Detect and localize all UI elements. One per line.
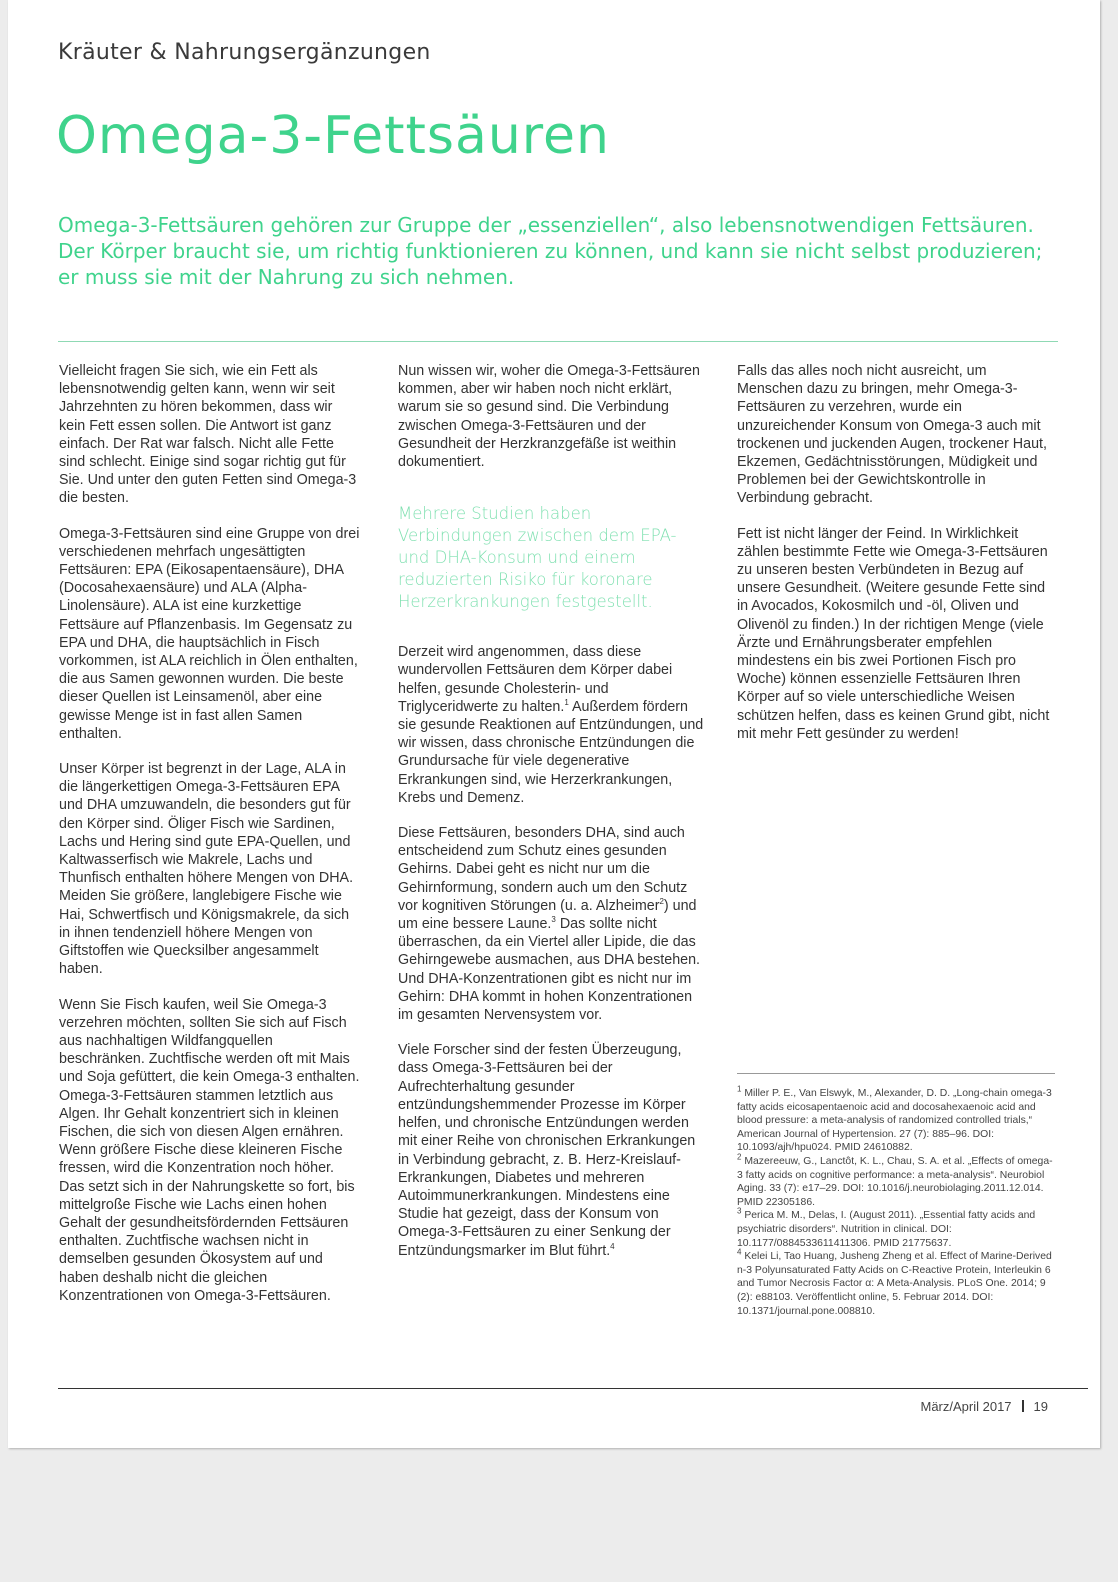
lead-paragraph: Omega-3-Fettsäuren gehören zur Gruppe der „essenziellen“, also lebensnotwendigen Fettsäuren. Der Körper braucht sie, um richtig funktionieren zu können, und kann sie nicht selbst produzieren; er muss sie mit der Nahrung zu sich nehmen. bbox=[58, 213, 1043, 289]
body-paragraph bbox=[398, 824, 708, 1024]
magazine-page bbox=[8, 0, 1100, 1448]
footnote bbox=[737, 1206, 1055, 1250]
text-span: Diese Fettsäuren, besonders DHA, sind auch entscheidend zum Schutz eines gesunden Gehirns. Dabei geht es nicht nur um die Gehirnformung, sondern auch um den Schutz vor kognitiven Störungen (u. a. Alzheimer bbox=[398, 825, 688, 914]
column-3 bbox=[737, 362, 1052, 760]
body-paragraph: Omega-3-Fettsäuren sind eine Gruppe von drei verschiedenen mehrfach ungesättigten Fettsäuren: EPA (Eikosapentaensäure), DHA (Docosahexaensäure) und ALA (Alpha-Linolensäure). ALA ist eine kurzkettige Fettsäure auf Pflanzenbasis. Im Gegensatz zu EPA und DHA, die hauptsächlich in Fisch vorkommen, ist ALA reichlich in Ölen enthalten, die aus Samen gewonnen wurden. Die beste dieser Quellen ist Leinsamenöl, aber eine gewisse Menge ist in fast allen Samen enthalten. bbox=[59, 525, 360, 742]
text-span: Derzeit wird angenommen, dass diese wundervollen Fettsäuren dem Körper dabei helfen, gesunde Cholesterin- und Triglyceridwerte zu halten. bbox=[398, 644, 673, 715]
footnote-number: 2 bbox=[737, 1152, 742, 1162]
footnote-number: 3 bbox=[737, 1206, 742, 1216]
footnote-ref: 4 bbox=[610, 1241, 615, 1251]
footnote bbox=[737, 1084, 1055, 1155]
page-footer bbox=[920, 1399, 1048, 1414]
footnote bbox=[737, 1152, 1055, 1209]
body-paragraph: Wenn Sie Fisch kaufen, weil Sie Omega-3 verzehren möchten, sollten Sie sich auf Fisch aus nachhaltigen Wildfangquellen beschränken. Zuchtfische werden oft mit Mais und Soja gefüttert, die kein Omega-3 enthalten. Omega-3-Fettsäuren stammen letztlich aus Algen. Ihr Gehalt konzentriert sich in kleinen Fischen, die sich von diesen Algen ernähren. Wenn größere Fische diese kleineren Fische fressen, wird die Konzentration noch höher. Das setzt sich in der Nahrungskette so fort, bis mittelgroße Fische wie Lachs einen hohen Gehalt der gesundheitsfördernden Fettsäuren enthalten. Zuchtfische wachsen nicht in demselben gesunden Ökosystem auf und haben deshalb nicht die gleichen Konzentrationen von Omega-3-Fettsäuren. bbox=[59, 996, 360, 1304]
issue-date: März/April 2017 bbox=[920, 1399, 1012, 1414]
section-label: Kräuter & Nahrungsergänzungen bbox=[58, 40, 431, 65]
footnote-text: Kelei Li, Tao Huang, Jusheng Zheng et al. Effect of Marine-Derived n-3 Polyunsaturated Fatty Acids on C-Reactive Protein, Interleukin 6 and Tumor Necrosis Factor α: A Meta-Analysis. PLoS One. 2014; 9 (2): e88103. Veröffentlicht online, 5. Februar 2014. DOI: 10.1371/journal.pone.008810. bbox=[737, 1251, 1052, 1317]
body-paragraph: Vielleicht fragen Sie sich, wie ein Fett als lebensnotwendig gelten kann, wenn wir seit Jahrzehnten zu hören bekommen, dass wir kein Fett essen sollen. Die Antwort ist ganz einfach. Der Rat war falsch. Nicht alle Fette sind schlecht. Einige sind sogar richtig gut für Sie. Und unter den guten Fetten sind Omega-3 die besten. bbox=[59, 363, 357, 507]
footnote-number: 4 bbox=[737, 1247, 742, 1257]
body-paragraph: Unser Körper ist begrenzt in der Lage, ALA in die längerkettigen Omega-3-Fettsäuren EPA und DHA umzuwandeln, die besonders gut für den Körper sind. Öliger Fisch wie Sardinen, Lachs und Hering sind gute EPA-Quellen, und Kaltwasserfisch wie Makrele, Lachs und Thunfisch enthalten höhere Mengen von DHA. Meiden Sie größere, langlebigere Fische wie Hai, Schwertfisch und Königsmakrele, da sich in ihnen tendenziell höhere Mengen von Giftstoffen wie Quecksilber angesammelt haben. bbox=[59, 761, 354, 978]
body-paragraph bbox=[398, 643, 708, 807]
column-2 bbox=[398, 362, 708, 1277]
footer-divider bbox=[58, 1388, 1088, 1389]
footnote-ref: 3 bbox=[551, 915, 556, 925]
body-paragraph: Falls das alles noch nicht ausreicht, um Menschen dazu zu bringen, mehr Omega-3-Fettsäuren zu verzehren, wurde ein unzureichender Konsum von Omega-3 auch mit trockenen und juckenden Augen, trockener Haut, Ekzemen, Gedächtnisstörungen, Müdigkeit und Problemen bei der Gewichtskontrolle in Verbindung gebracht. bbox=[737, 363, 1047, 507]
header-divider bbox=[58, 341, 1058, 342]
footnote-ref: 2 bbox=[659, 897, 664, 907]
footnote-text: Perica M. M., Delas, I. (August 2011). „Essential fatty acids and psychiatric disorders“. Nutrition in clinical. DOI: 10.1177/0884533611411306. PMID 21775637. bbox=[737, 1210, 1036, 1249]
footnote-text: Miller P. E., Van Elswyk, M., Alexander, D. D. „Long-chain omega-3 fatty acids eicosapentaenoic acid and docosahexaenoic acid and blood pressure: a meta-analysis of randomized controlled trials,“ American Journal of Hypertension. 27 (7): 885–96. DOI: 10.1093/ajh/hpu024. PMID 24610882. bbox=[737, 1088, 1052, 1154]
page-number: 19 bbox=[1033, 1399, 1048, 1414]
article-title: Omega-3-Fettsäuren bbox=[56, 106, 610, 166]
footnote bbox=[737, 1247, 1055, 1318]
column-1 bbox=[59, 362, 361, 1322]
text-span: Viele Forscher sind der festen Überzeugung, dass Omega-3-Fettsäuren bei der Aufrechterhaltung gesunder entzündungshemmender Prozesse im Körper helfen, und chronische Entzündungen werden mit einer Reihe von chronischen Erkrankungen in Verbindung gebracht, z. B. Herz-Kreislauf-Erkrankungen, Diabetes und mehreren Autoimmunerkrankungen. Mindestens eine Studie hat gezeigt, dass der Konsum von Omega-3-Fettsäuren zu einer Senkung der Entzündungsmarker im Blut führt. bbox=[398, 1042, 696, 1259]
pull-quote: Mehrere Studien haben Verbindungen zwischen dem EPA- und DHA-Konsum und einem reduzierten Risiko für koronare Herzerkrankungen festgestellt. bbox=[398, 504, 677, 612]
footnote-text: Mazereeuw, G., Lanctôt, K. L., Chau, S. A. et al. „Effects of omega-3 fatty acids on cognitive performance: a meta-analysis“. Neurobiol Aging. 33 (7): e17–29. DOI: 10.1016/j.neurobiolaging.2011.12.014. PMID 22305186. bbox=[737, 1155, 1053, 1208]
text-span: Außerdem fördern sie gesunde Reaktionen auf Entzündungen, und wir wissen, dass chronische Entzündungen die Grundursache für viele degenerative Erkrankungen sind, wie Herzerkrankungen, Krebs und Demenz. bbox=[398, 698, 704, 806]
body-paragraph: Fett ist nicht länger der Feind. In Wirklichkeit zählen bestimmte Fette wie Omega-3-Fettsäuren zu unseren besten Verbündeten in Bezug auf unsere Gesundheit. (Weitere gesunde Fette sind in Avocados, Kokosmilch und -öl, Oliven und Olivenöl zu finden.) In der richtigen Menge (viele Ärzte und Ernährungsberater empfehlen mindestens ein bis zwei Portionen Fisch pro Woche) können essenzielle Fettsäuren Ihren Körper auf so viele unterschiedliche Weisen schützen helfen, dass es keinen Grund gibt, nicht mit mehr Fett gesünder zu werden! bbox=[737, 525, 1050, 742]
footnotes bbox=[737, 1084, 1055, 1318]
body-paragraph: Nun wissen wir, woher die Omega-3-Fettsäuren kommen, aber wir haben noch nicht erklärt, warum sie so gesund sind. Die Verbindung zwischen Omega-3-Fettsäuren und der Gesundheit der Herzkranzgefäße ist weithin dokumentiert. bbox=[398, 363, 700, 471]
footnote-ref: 1 bbox=[564, 698, 569, 708]
footnote-divider bbox=[737, 1073, 1055, 1074]
text-span: Das sollte nicht überraschen, da ein Viertel aller Lipide, die das Gehirngewebe ausmachen, aus DHA bestehen. Und DHA-Konzentrationen gibt es nicht nur im Gehirn: DHA kommt in hohen Konzentrationen im gesamten Nervensystem vor. bbox=[398, 916, 701, 1024]
footnote-number: 1 bbox=[737, 1084, 742, 1094]
body-paragraph bbox=[398, 1041, 708, 1259]
footer-separator bbox=[1022, 1400, 1024, 1412]
text-span: ) und um eine bessere Laune. bbox=[398, 897, 697, 933]
